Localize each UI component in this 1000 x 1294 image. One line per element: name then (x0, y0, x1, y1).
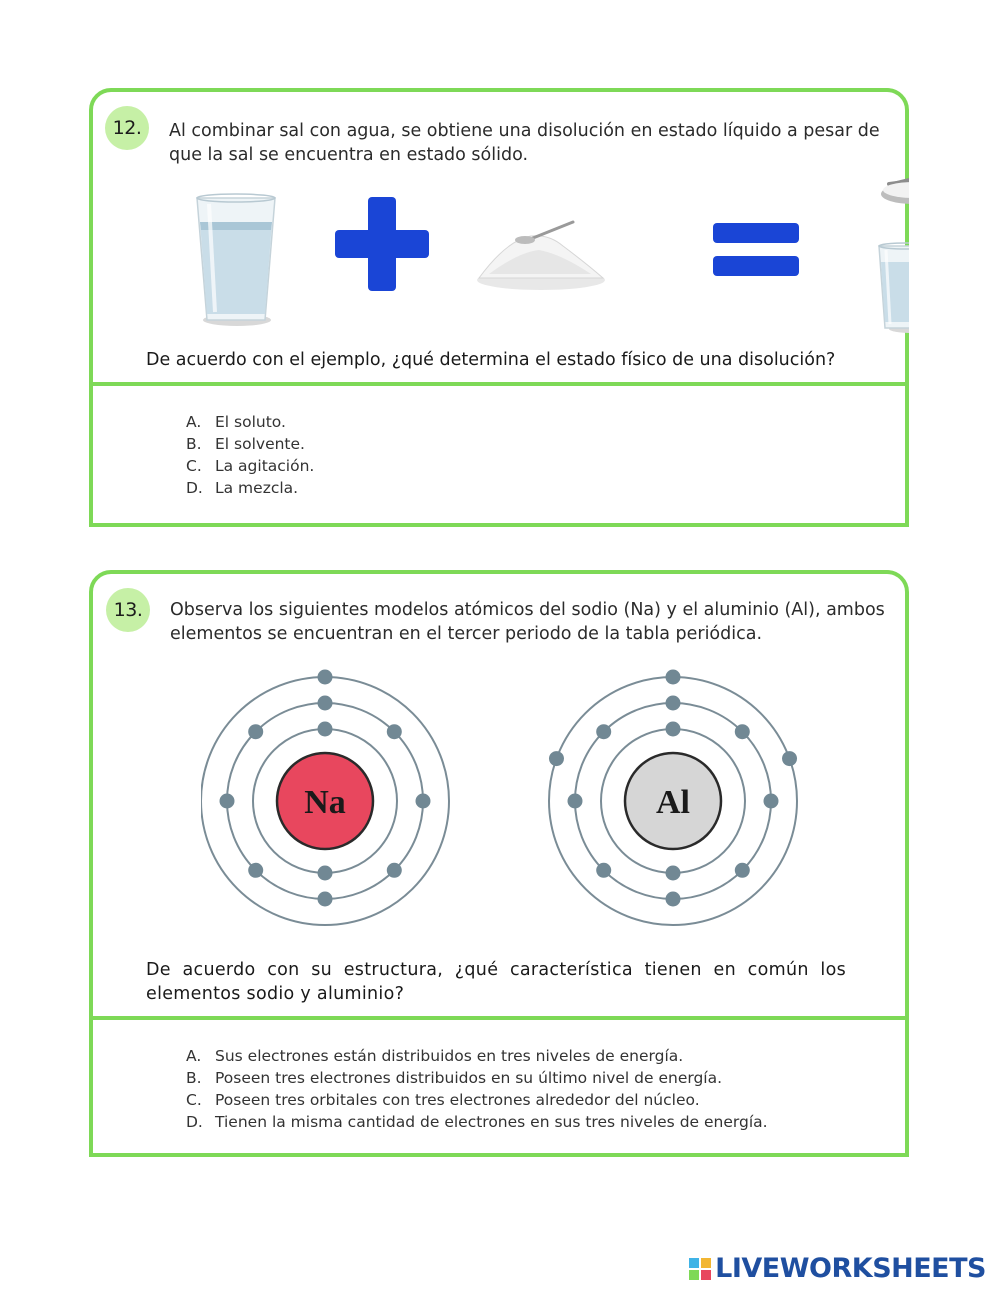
option-letter: C. (186, 1091, 202, 1109)
option-text: Poseen tres electrones distribuidos en su último nivel de energía. (215, 1069, 723, 1087)
water-glass-icon (197, 194, 275, 326)
option-text: Tienen la misma cantidad de electrones en sus tres niveles de energía. (215, 1113, 768, 1131)
stem-line-2: que la sal se encuentra en estado sólido. (169, 145, 529, 165)
option-a[interactable] (186, 411, 314, 433)
electron (549, 751, 564, 766)
option-letter: B. (186, 435, 202, 453)
option-text: La mezcla. (215, 479, 299, 497)
question-line-1: De acuerdo con su estructura, ¿qué característica tienen en común los (146, 960, 846, 980)
option-a[interactable] (186, 1045, 768, 1067)
electron (596, 863, 611, 878)
section-divider (93, 1016, 905, 1020)
salt-water-illustration (189, 174, 909, 334)
option-b[interactable] (186, 433, 314, 455)
electron (596, 724, 611, 739)
question-line-2: elementos sodio y aluminio? (146, 984, 405, 1004)
question-12-prompt: De acuerdo con el ejemplo, ¿qué determina el estado físico de una disolución? (146, 350, 836, 370)
option-letter: D. (186, 479, 203, 497)
electron (764, 794, 779, 809)
option-c[interactable] (186, 455, 314, 477)
question-13-card (89, 570, 909, 1157)
electron (782, 751, 797, 766)
element-symbol: Na (304, 784, 346, 821)
electron (318, 866, 333, 881)
question-12-card (89, 88, 909, 527)
logo-text: LIVEWORKSHEETS (715, 1253, 986, 1284)
atomic-models (201, 666, 821, 936)
logo-blocks-icon (689, 1258, 711, 1280)
electron (248, 724, 263, 739)
question-13-prompt (146, 958, 846, 1006)
answer-options (186, 411, 314, 499)
electron (735, 863, 750, 878)
option-text: La agitación. (215, 457, 315, 475)
electron (666, 892, 681, 907)
section-divider (93, 382, 905, 386)
equals-icon (713, 223, 799, 276)
question-number-badge: 13. (106, 588, 150, 632)
option-letter: C. (186, 457, 202, 475)
stem-line-1: Al combinar sal con agua, se obtiene una disolución en estado líquido a pesar de (169, 121, 880, 141)
electron (318, 892, 333, 907)
answer-options (186, 1045, 768, 1133)
electron (568, 794, 583, 809)
option-letter: B. (186, 1069, 202, 1087)
atom-model-sodium (201, 670, 449, 926)
electron (318, 722, 333, 737)
atom-model-aluminium (549, 670, 797, 926)
stem-line-2: elementos se encuentran en el tercer periodo de la tabla periódica. (170, 624, 763, 644)
electron (318, 670, 333, 685)
question-12-stem (169, 119, 880, 167)
element-symbol: Al (656, 784, 690, 821)
liveworksheets-logo[interactable] (689, 1253, 986, 1284)
option-d[interactable] (186, 477, 314, 499)
electron (416, 794, 431, 809)
spoon-over-glass-icon (879, 174, 909, 333)
electron (220, 794, 235, 809)
electron (318, 696, 333, 711)
question-13-stem (170, 598, 885, 646)
electron (387, 863, 402, 878)
electron (248, 863, 263, 878)
option-text: Sus electrones están distribuidos en tres niveles de energía. (215, 1047, 684, 1065)
option-letter: A. (186, 1047, 202, 1065)
electron (666, 696, 681, 711)
option-text: El solvente. (215, 435, 305, 453)
electron (666, 866, 681, 881)
option-text: El soluto. (215, 413, 286, 431)
electron (666, 722, 681, 737)
electron (735, 724, 750, 739)
salt-pile-icon (477, 222, 605, 290)
option-c[interactable] (186, 1089, 768, 1111)
option-letter: D. (186, 1113, 203, 1131)
plus-icon (335, 197, 429, 291)
electron (387, 724, 402, 739)
stem-line-1: Observa los siguientes modelos atómicos del sodio (Na) y el aluminio (Al), ambos (170, 600, 885, 620)
electron (666, 670, 681, 685)
question-number-badge: 12. (105, 106, 149, 150)
option-letter: A. (186, 413, 202, 431)
option-b[interactable] (186, 1067, 768, 1089)
option-d[interactable] (186, 1111, 768, 1133)
option-text: Poseen tres orbitales con tres electrones alrededor del núcleo. (215, 1091, 700, 1109)
